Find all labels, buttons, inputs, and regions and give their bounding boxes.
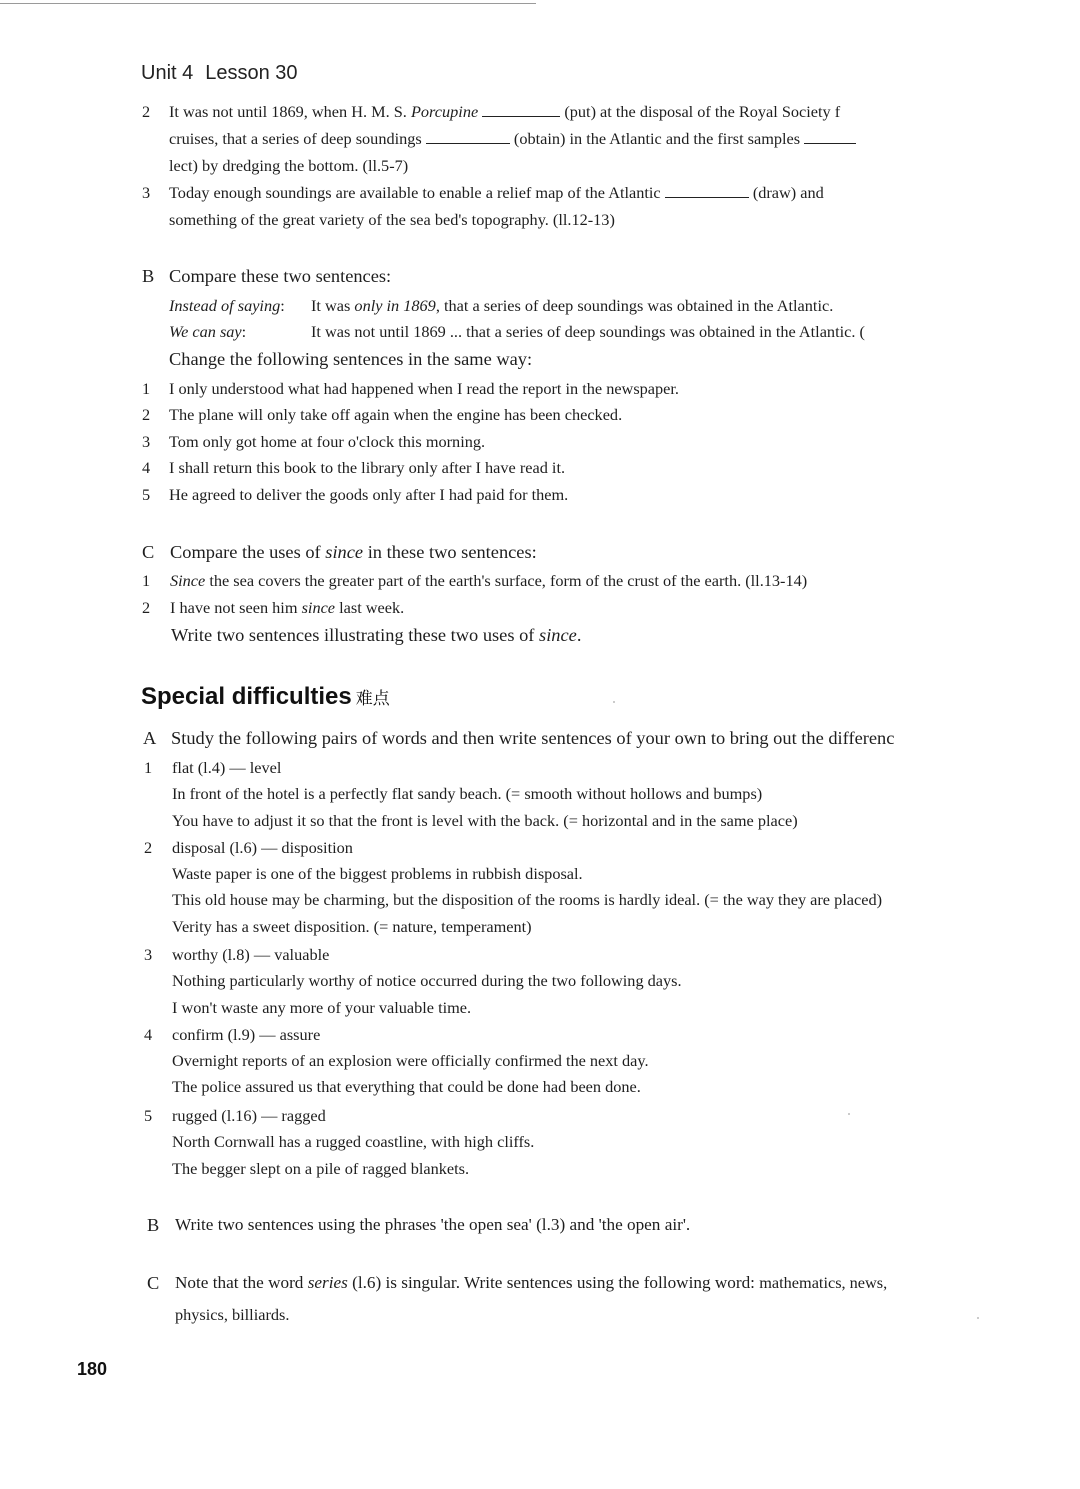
answer-blank[interactable] <box>804 131 856 144</box>
instruction: Change the following sentences in the same way: <box>169 349 533 369</box>
section-letter: A <box>143 728 157 748</box>
example-sentence: The police assured us that everything that could be done had been done. <box>172 1077 641 1096</box>
list-item: I only understood what had happened when I read the report in the newspaper. <box>169 379 679 398</box>
unit-label: Unit 4 <box>141 62 194 84</box>
exercise-line: cruises, that a series of deep soundings (obtain) in the Atlantic and the first samples <box>169 129 856 149</box>
section-title: Write two sentences using the phrases 'the open sea' (l.3) and 'the open air'. <box>175 1215 691 1234</box>
section-text: physics, billiards. <box>175 1305 290 1324</box>
example-sentence: Verity has a sweet disposition. (= nature, temperament) <box>172 917 532 936</box>
list-item: The plane will only take off again when the engine has been checked. <box>169 405 623 424</box>
example-sentence: Waste paper is one of the biggest problems in rubbish disposal. <box>172 864 583 883</box>
section-letter: B <box>142 266 155 286</box>
ship-name: Porcupine <box>410 102 479 121</box>
word-pair: confirm (l.9) — assure <box>172 1025 321 1044</box>
item-number: 2 <box>144 838 153 857</box>
word-pair: rugged (l.16) — ragged <box>172 1106 326 1125</box>
exercise-line: Today enough soundings are available to enable a relief map of the Atlantic (draw) and <box>169 183 824 202</box>
list-item: Tom only got home at four o'clock this morning. <box>169 432 486 451</box>
example-sentence: It was not until 1869 ... that a series of deep soundings was obtained in the Atlantic. ( <box>311 322 865 341</box>
item-number: 5 <box>144 1106 153 1125</box>
list-item: He agreed to deliver the goods only after I had paid for them. <box>169 485 569 504</box>
example-sentence: The begger slept on a pile of ragged blankets. <box>172 1159 470 1178</box>
example-sentence: This old house may be charming, but the disposition of the rooms is hardly ideal. (= the way they are placed) <box>172 890 883 909</box>
example-sentence: In front of the hotel is a perfectly flat sandy beach. (= smooth without hollows and bumps) <box>172 784 763 803</box>
example-label: We can say: <box>169 322 247 341</box>
page-number: 180 <box>77 1359 108 1379</box>
page-header <box>141 62 298 85</box>
example-sentence: North Cornwall has a rugged coastline, with high cliffs. <box>172 1132 535 1151</box>
item-number: 5 <box>142 485 151 504</box>
lesson-label: Lesson 30 <box>205 62 298 84</box>
answer-blank[interactable] <box>426 131 510 144</box>
item-number: 3 <box>142 432 151 451</box>
section-title: Compare these two sentences: <box>169 266 392 286</box>
word-pair: worthy (l.8) — valuable <box>172 945 330 964</box>
section-title: Study the following pairs of words and then write sentences of your own to bring out the differenc <box>171 728 895 748</box>
item-number: 1 <box>144 758 153 777</box>
word-pair: flat (l.4) — level <box>172 758 282 777</box>
item-number: 2 <box>142 405 151 424</box>
exercise-line: something of the great variety of the sea bed's topography. (ll.12-13) <box>169 210 615 229</box>
item-number: 4 <box>144 1025 153 1044</box>
exercise-line: lect) by dredging the bottom. (ll.5-7) <box>169 156 409 175</box>
scan-speck <box>977 1317 979 1319</box>
example-label: Instead of saying: <box>169 296 285 315</box>
example-sentence: It was only in 1869, that a series of deep soundings was obtained in the Atlantic. <box>311 296 834 315</box>
instruction: Write two sentences illustrating these two uses of since. <box>171 625 582 645</box>
section-letter: C <box>142 542 155 562</box>
list-item: Since the sea covers the greater part of the earth's surface, form of the crust of the earth. (ll.13-14) <box>170 571 808 590</box>
list-item: I shall return this book to the library only after I have read it. <box>169 458 566 477</box>
top-rule <box>0 3 536 4</box>
scan-speck <box>848 1113 850 1115</box>
chinese-heading: 难点 <box>355 689 390 709</box>
answer-blank[interactable] <box>665 185 749 198</box>
section-letter: B <box>147 1215 160 1235</box>
scan-speck <box>613 701 615 703</box>
item-number: 1 <box>142 379 151 398</box>
section-heading: Special difficulties 难点 <box>141 683 390 710</box>
example-sentence: Nothing particularly worthy of notice occurred during the two following days. <box>172 971 682 990</box>
item-number: 2 <box>142 598 151 617</box>
list-item: I have not seen him since last week. <box>170 598 405 617</box>
item-number: 2 <box>142 102 151 121</box>
item-number: 1 <box>142 571 151 590</box>
section-title: Compare the uses of since in these two sentences: <box>170 542 537 562</box>
word-pair: disposal (l.6) — disposition <box>172 838 353 857</box>
item-number: 4 <box>142 458 151 477</box>
section-letter: C <box>147 1273 160 1293</box>
example-sentence: I won't waste any more of your valuable time. <box>172 998 472 1017</box>
example-sentence: You have to adjust it so that the front is level with the back. (= horizontal and in the same place) <box>172 811 798 830</box>
section-title: Note that the word series (l.6) is singular. Write sentences using the following word: mathematics, news, <box>175 1273 888 1292</box>
item-number: 3 <box>144 945 153 964</box>
example-sentence: Overnight reports of an explosion were officially confirmed the next day. <box>172 1051 649 1070</box>
exercise-line: It was not until 1869, when H. M. S. Porcupine (put) at the disposal of the Royal Society f <box>169 102 841 121</box>
answer-blank[interactable] <box>482 104 560 117</box>
item-number: 3 <box>142 183 151 202</box>
